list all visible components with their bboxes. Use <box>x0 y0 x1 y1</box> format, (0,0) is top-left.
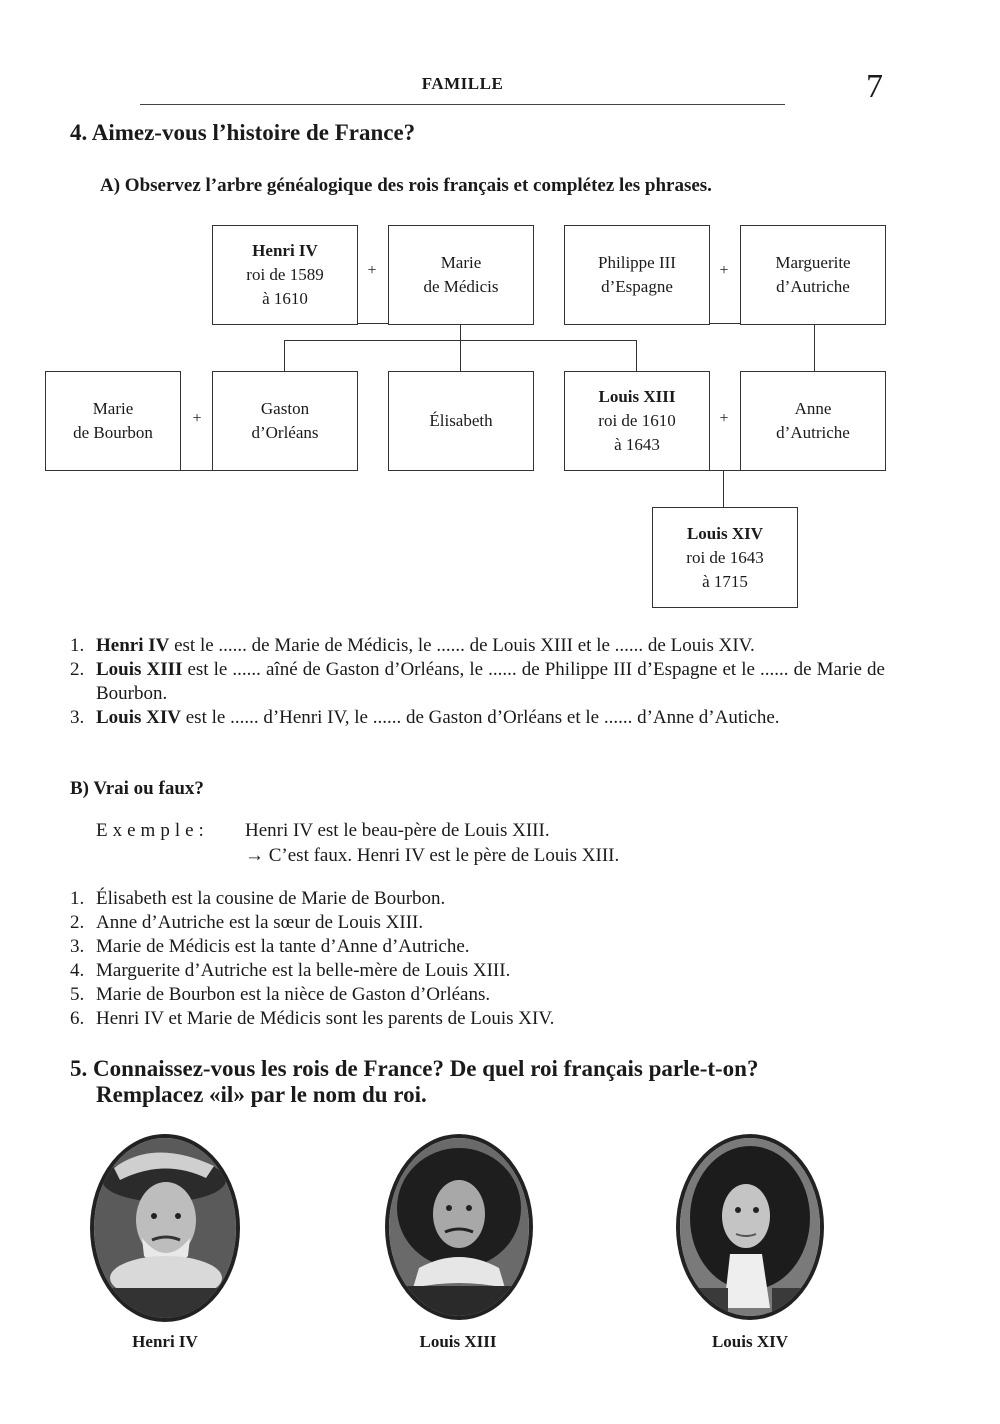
tree-line-to-gaston <box>284 340 285 372</box>
part-a-title: A) Observez l’arbre généalogique des rois français et complétez les phrases. <box>100 175 712 196</box>
part-a-sentences <box>70 634 885 730</box>
list-item: 4. Marguerite d’Autriche est la belle-mère de Louis XIII. <box>70 960 511 981</box>
list-item: 1. Élisabeth est la cousine de Marie de Bourbon. <box>70 888 446 909</box>
portrait-louis-xiv-image <box>680 1138 820 1316</box>
tree-box-anne-d-autriche: Anne d’Autriche <box>740 371 886 471</box>
list-item: 3. Louis XIV est le ...... d’Henri IV, le ...... de Gaston d’Orléans et le ...... d’Anne d’Autiche. <box>70 707 780 728</box>
list-item: 2. Louis XIII est le ...... aîné de Gaston d’Orléans, le ...... de Philippe III d’Espagne et le ...... de Marie de Bourbon. <box>70 659 885 704</box>
running-header: FAMILLE <box>421 74 504 93</box>
portrait-caption: Louis XIII <box>419 1332 497 1351</box>
list-item: 5. Marie de Bourbon est la nièce de Gaston d’Orléans. <box>70 984 491 1005</box>
tree-line-bourbon-gaston <box>180 470 213 471</box>
portrait-louis-xiv <box>676 1134 824 1320</box>
portrait-louis-xiii <box>385 1134 533 1320</box>
tree-line-philippe-marguerite <box>709 323 741 324</box>
section-4-title: 4. Aimez-vous l’histoire de France? <box>70 120 416 145</box>
tree-line-to-anne <box>814 323 815 372</box>
page-number: 7 <box>866 68 883 105</box>
example-line-1: Henri IV est le beau-père de Louis XIII. <box>245 820 550 841</box>
tree-line-couple-down <box>460 323 461 372</box>
list-item: 2. Anne d’Autriche est la sœur de Louis XIII. <box>70 912 424 933</box>
plus-sign: + <box>719 262 729 279</box>
example-line-2: → C’est faux. Henri IV est le père de Louis XIII. <box>245 845 620 866</box>
tree-box-gaston-d-orleans: Gaston d’Orléans <box>212 371 358 471</box>
portrait-caption: Henri IV <box>132 1332 198 1351</box>
plus-sign: + <box>719 410 729 427</box>
portrait-louis-xiii-image <box>389 1138 529 1316</box>
true-false-list <box>70 887 885 1031</box>
tree-line-louis-anne <box>709 470 741 471</box>
tree-box-louis-xiv: Louis XIV roi de 1643 à 1715 <box>652 507 798 608</box>
example-label: Exemple: <box>96 820 209 841</box>
list-item: 1. Henri IV est le ...... de Marie de Médicis, le ...... de Louis XIII et le ...... de Louis XIV. <box>70 635 755 656</box>
tree-line-henri-marie <box>357 323 389 324</box>
tree-box-marie-de-bourbon: Marie de Bourbon <box>45 371 181 471</box>
tree-box-henri-iv: Henri IV roi de 1589 à 1610 <box>212 225 358 325</box>
tree-box-marie-de-medicis: Marie de Médicis <box>388 225 534 325</box>
list-item: 3. Marie de Médicis est la tante d’Anne d’Autriche. <box>70 936 470 957</box>
tree-box-elisabeth: Élisabeth <box>388 371 534 471</box>
portrait-caption: Louis XIV <box>711 1332 789 1351</box>
list-item: 6. Henri IV et Marie de Médicis sont les parents de Louis XIV. <box>70 1008 555 1029</box>
tree-box-louis-xiii: Louis XIII roi de 1610 à 1643 <box>564 371 710 471</box>
portrait-henri-iv-image <box>94 1138 236 1318</box>
section-5-title: 5. Connaissez-vous les rois de France? De quel roi français parle-t-on? Remplacez «il» par le nom du roi. <box>70 1056 759 1107</box>
tree-box-philippe-iii: Philippe III d’Espagne <box>564 225 710 325</box>
portrait-henri-iv <box>90 1134 240 1322</box>
plus-sign: + <box>192 410 202 427</box>
part-b-title: B) Vrai ou faux? <box>70 778 204 799</box>
tree-line-to-louis-xiii <box>636 340 637 372</box>
tree-line-children-bar <box>284 340 637 341</box>
tree-line-to-louis-xiv <box>723 470 724 508</box>
tree-box-marguerite-d-autriche: Marguerite d’Autriche <box>740 225 886 325</box>
plus-sign: + <box>367 262 377 279</box>
family-tree <box>0 0 1000 620</box>
